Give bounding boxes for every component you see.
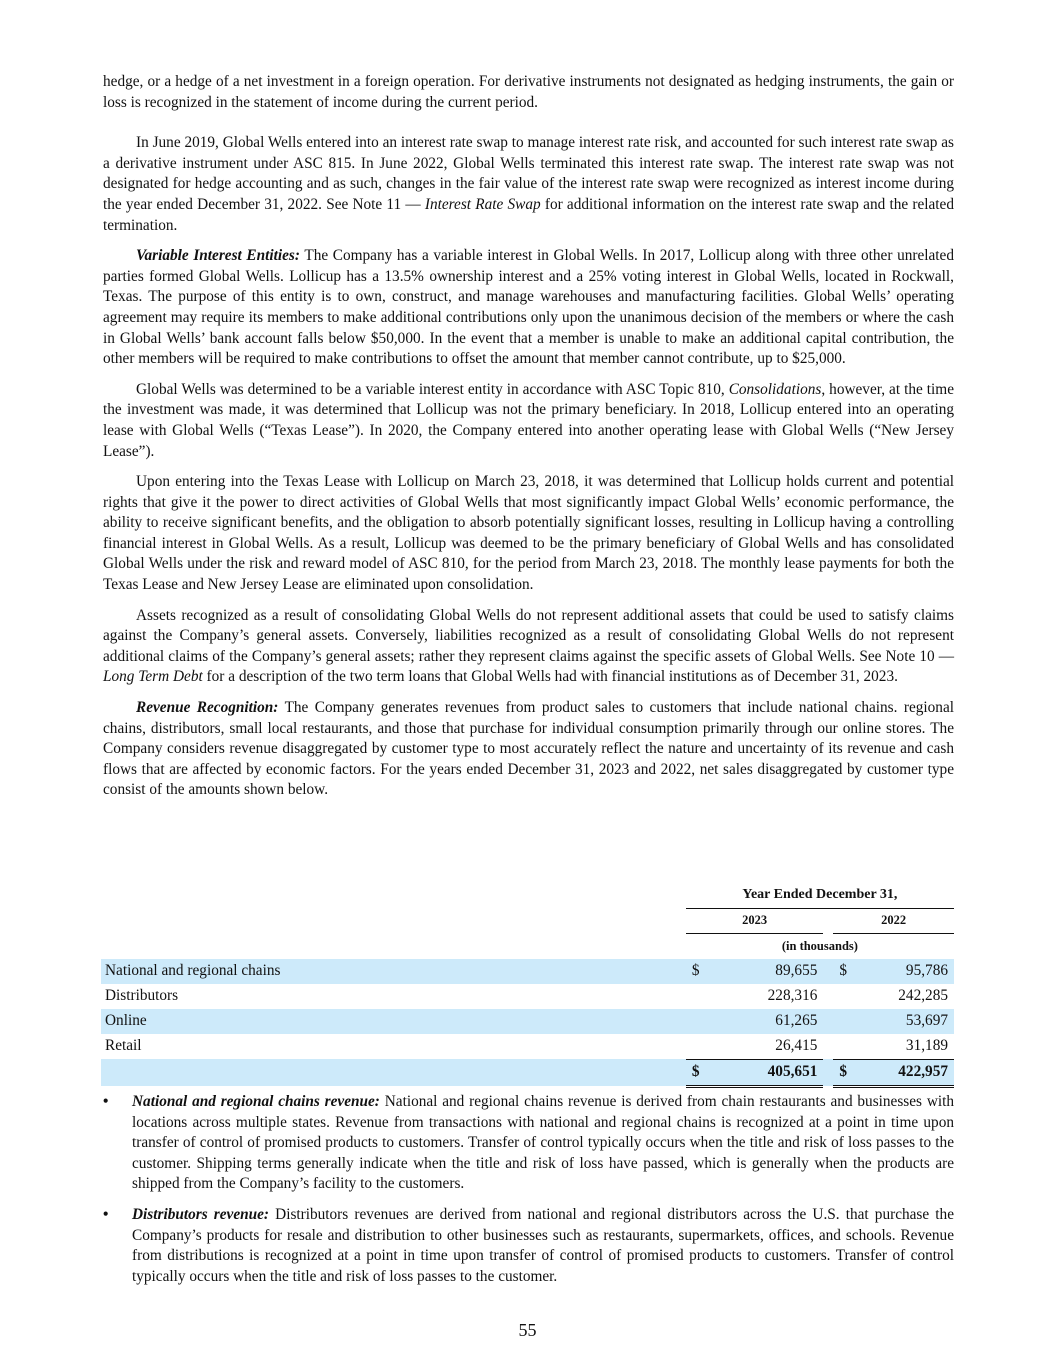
- bullet-icon: •: [103, 1093, 109, 1110]
- table-row: Distributors 228,316 242,285: [105, 987, 948, 1004]
- year-2022-header: 2022: [833, 908, 954, 934]
- table-row: National and regional chains $ 89,655 $ 95,786: [101, 959, 954, 984]
- document-body: [103, 72, 954, 801]
- table-row: Retail 26,415 31,189: [105, 1037, 948, 1055]
- section-heading: Revenue Recognition:: [136, 699, 279, 717]
- bullet-icon: •: [103, 1205, 109, 1223]
- list-item: • Distributors revenue: Distributors revenues are derived from national and regional distributors across the U.S. that purchase the Company’s products for resale and distribution to other businesses such as restaurants, supermarkets, offices, and schools. Revenue from distributions is recognized at a point in time upon transfer of control of promised products to customers. Transfer of control typically occurs when the title and risk of loss passes to the customer.: [103, 1205, 954, 1285]
- total-2023: 405,651: [712, 1059, 824, 1086]
- paragraph-assets-recognized: Assets recognized as a result of consolidating Global Wells do not represent additional assets that could be used to satisfy claims against the Company’s general assets. Conversely, liabilities recognized as a result of consolidating Global Wells do not represent additional claims of the Company’s general assets; rather they represent claims against the specific assets of Global Wells. See Note 10 — Long Term Debt for a description of the two term loans that Global Wells had with financial institutions as of December 31, 2023.: [103, 606, 954, 686]
- paragraph-interest-rate-swap: In June 2019, Global Wells entered into an interest rate swap to manage interest rate risk, and accounted for such interest rate swap as a derivative instrument under ASC 815. In June 2022, Global Wells terminated this interest rate swap. The interest rate swap was not designated for hedge accounting and as such, changes in the fair value of the interest rate swap were recognized as interest income during the year ended December 31, 2022. See Note 11 — Interest Rate Swap for additional information on the interest rate swap and the related termination.: [103, 134, 954, 234]
- note-reference: Interest Rate Swap: [424, 195, 541, 213]
- revenue-type-list: [103, 1092, 954, 1287]
- table-row: Online 61,265 53,697: [101, 1009, 954, 1034]
- table-units-row: [101, 934, 954, 959]
- paragraph-revenue-recognition: Revenue Recognition: The Company generates revenues from product sales to customers that include national chains. regional chains, distributors, small local restaurants, and those that purchase for individual consumption primarily through our online stores. The Company considers revenue disaggregated by customer type to most accurately reflect the nature and uncertainty of its revenue and cash flows that are affected by economic factors. For the years ended December 31, 2023 and 2022, net sales disaggregated by customer type consist of the amounts shown below.: [103, 699, 954, 799]
- units-label: (in thousands): [781, 938, 858, 953]
- list-item: • National and regional chains revenue: National and regional chains revenue is derived from chain restaurants and businesses with locations across multiple states. Revenue from transactions with national and regional chains is recognized at a point in time upon transfer of control of promised products to customers. Transfer of control typically occurs when the title and risk of loss passes to the customer. Shipping terms generally indicate when the title and risk of loss have passed, which is generally when the products are shipped from the Company’s facility to the customers.: [103, 1093, 955, 1193]
- section-heading: Variable Interest Entities:: [136, 247, 300, 265]
- net-sales-table: [101, 883, 954, 1088]
- paragraph-hedge: hedge, or a hedge of a net investment in a foreign operation. For derivative instruments not designated as hedging instruments, the gain or loss is recognized in the statement of income during the current period.: [103, 73, 954, 111]
- table-year-row: [101, 908, 954, 934]
- page-number: 55: [518, 1320, 537, 1340]
- table-total-row: $ 405,651 $ 422,957: [101, 1059, 954, 1086]
- paragraph-vie-determination: Global Wells was determined to be a variable interest entity in accordance with ASC Topic 810, Consolidations, however, at the time the investment was made, it was determined that Lollicup was not the primary beneficiary. In 2018, Lollicup entered into an operating lease with Global Wells (“Texas Lease”). In 2020, the Company entered into another operating lease with Global Wells (“New Jersey Lease”).: [103, 380, 954, 460]
- note-reference: Long Term Debt: [103, 668, 203, 686]
- paragraph-variable-interest-entities: Variable Interest Entities: The Company has a variable interest in Global Wells. In 2017, Lollicup along with three other unrelated parties formed Global Wells. Lollicup has a 13.5% ownership interest and a 25% voting interest in Global Wells, located in Rockwall, Texas. The purpose of this entity is to own, construct, and manage warehouses and manufacturing facilities. Global Wells’ operating agreement may require its members to make additional contributions only upon the unanimous decision of the members or where the cash in Global Wells’ bank account falls below $50,000. In the event that a member is unable to make an additional capital contribution, the other members will be required to make contributions to offset the amount that member cannot contribute, up to $25,000.: [103, 247, 954, 368]
- paragraph-texas-lease: Upon entering into the Texas Lease with Lollicup on March 23, 2018, it was determined that Lollicup holds current and potential rights that give it the power to direct activities of Global Wells that most significantly impact Global Wells’ economic performance, the ability to receive significant benefits, and the obligation to absorb potentially significant losses, resulting in Lollicup having a controlling financial interest in Global Wells. As a result, Lollicup was deemed to be the primary beneficiary of Global Wells and has consolidated Global Wells under the risk and reward model of ASC 810, for the period from March 23, 2018. The monthly lease payments for both the Texas Lease and New Jersey Lease are eliminated upon consolidation.: [103, 473, 954, 594]
- table-period-header: Year Ended December 31,: [686, 883, 954, 908]
- table-header-row: [101, 883, 954, 908]
- year-2023-header: 2023: [686, 908, 824, 934]
- total-2022: 422,957: [859, 1059, 954, 1086]
